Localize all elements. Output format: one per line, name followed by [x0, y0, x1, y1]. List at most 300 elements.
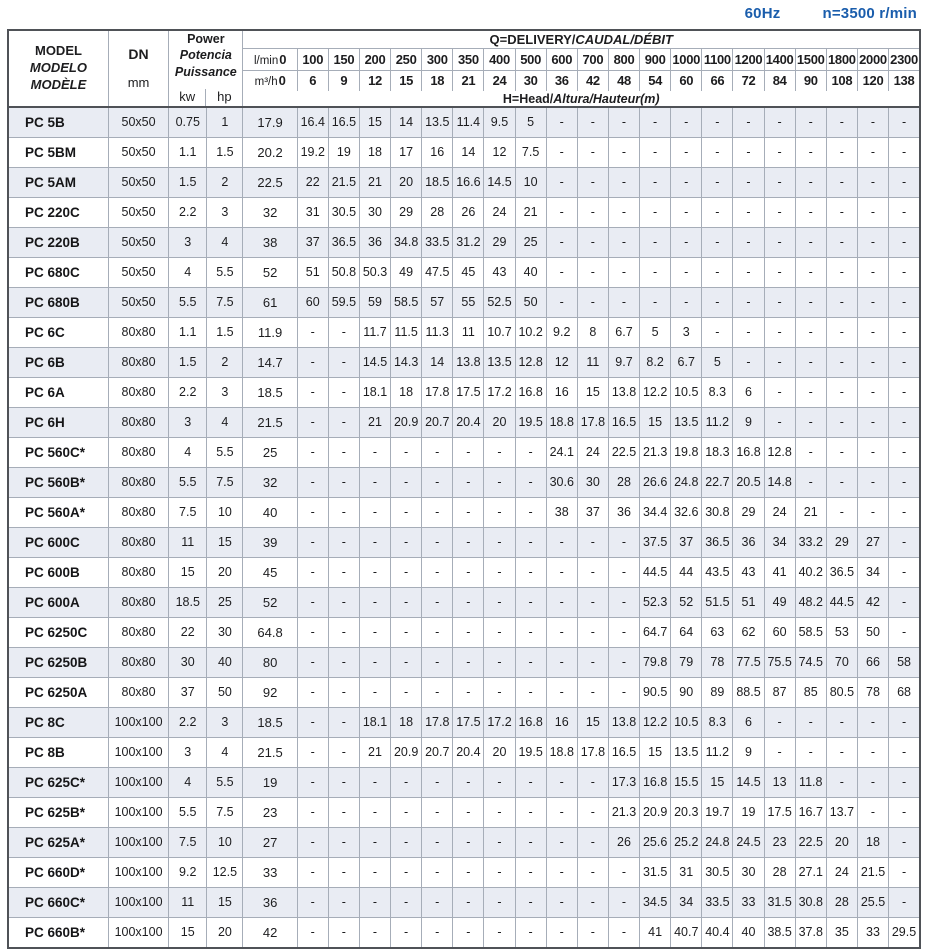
- flow-lmin-value: 500: [515, 49, 546, 71]
- head-value-cell: -: [795, 707, 826, 737]
- head-value-cell: 14.3: [391, 347, 422, 377]
- flow-lmin-value: 700: [577, 49, 608, 71]
- head-value-cell: 87: [764, 677, 795, 707]
- head-value-cell: 15: [577, 707, 608, 737]
- head-title-bold: H=Head/: [502, 91, 554, 106]
- flow-m3h-value: 66: [702, 71, 733, 92]
- head-value-cell: -: [608, 227, 639, 257]
- head-value-cell: -: [733, 287, 764, 317]
- head-value-cell: -: [422, 797, 453, 827]
- head-value-cell: -: [359, 767, 390, 797]
- head-value-cell: 10.7: [484, 317, 515, 347]
- head-value-cell: 20: [484, 737, 515, 767]
- head-value-cell: -: [857, 167, 888, 197]
- head-value-cell: 17: [391, 137, 422, 167]
- head-value-cell: 11.3: [422, 317, 453, 347]
- head-value-cell: 31.5: [764, 887, 795, 917]
- hp-cell: 2: [207, 167, 243, 197]
- head-value-cell: 37.8: [795, 917, 826, 948]
- head-value-cell: -: [889, 317, 920, 347]
- head-value-cell: -: [297, 527, 328, 557]
- dn-cell: 80x80: [108, 437, 168, 467]
- head-value-cell: 18.8: [546, 407, 577, 437]
- head-value-cell: 20.5: [733, 467, 764, 497]
- head-value-cell: -: [640, 107, 671, 138]
- table-row: [8, 257, 920, 287]
- head-value-cell: -: [764, 137, 795, 167]
- head-value-cell: -: [671, 167, 702, 197]
- head-value-cell: 92: [243, 677, 297, 707]
- head-value-cell: 21.5: [243, 407, 297, 437]
- head-value-cell: -: [577, 527, 608, 557]
- head-value-cell: -: [826, 227, 857, 257]
- kw-cell: 0.75: [169, 107, 207, 138]
- head-value-cell: -: [391, 527, 422, 557]
- dn-cell: 50x50: [108, 287, 168, 317]
- head-value-cell: -: [546, 167, 577, 197]
- head-value-cell: -: [826, 767, 857, 797]
- head-value-cell: 36: [359, 227, 390, 257]
- head-value-cell: 13.5: [671, 407, 702, 437]
- head-value-cell: 10: [515, 167, 546, 197]
- head-value-cell: -: [484, 647, 515, 677]
- head-value-cell: 23: [764, 827, 795, 857]
- head-value-cell: -: [297, 917, 328, 948]
- head-value-cell: -: [297, 677, 328, 707]
- head-value-cell: -: [453, 497, 484, 527]
- head-value-cell: -: [826, 407, 857, 437]
- head-value-cell: -: [608, 587, 639, 617]
- head-value-cell: -: [484, 527, 515, 557]
- head-value-cell: 17.3: [608, 767, 639, 797]
- head-value-cell: -: [795, 227, 826, 257]
- head-value-cell: 36.5: [328, 227, 359, 257]
- head-value-cell: -: [795, 287, 826, 317]
- hp-cell: 5.5: [207, 257, 243, 287]
- table-row: [8, 377, 920, 407]
- model-cell: PC 8B: [8, 737, 108, 767]
- head-value-cell: -: [640, 137, 671, 167]
- dn-cell: 100x100: [108, 797, 168, 827]
- head-value-cell: 55: [453, 287, 484, 317]
- head-value-cell: -: [577, 677, 608, 707]
- head-value-cell: 20.2: [243, 137, 297, 167]
- head-value-cell: 16.8: [515, 707, 546, 737]
- head-value-cell: 24: [484, 197, 515, 227]
- head-value-cell: -: [453, 437, 484, 467]
- head-value-cell: -: [391, 617, 422, 647]
- model-cell: PC 220B: [8, 227, 108, 257]
- head-value-cell: -: [826, 347, 857, 377]
- hp-cell: 25: [207, 587, 243, 617]
- kw-cell: 30: [169, 647, 207, 677]
- head-value-cell: -: [577, 857, 608, 887]
- head-value-cell: -: [795, 317, 826, 347]
- head-value-cell: 32: [243, 467, 297, 497]
- head-value-cell: 11.2: [702, 407, 733, 437]
- head-value-cell: 36: [243, 887, 297, 917]
- head-value-cell: 24.5: [733, 827, 764, 857]
- head-value-cell: 24.8: [702, 827, 733, 857]
- dn-cell: 100x100: [108, 857, 168, 887]
- flow-lmin-value: 2000: [857, 49, 888, 71]
- kw-cell: 4: [169, 767, 207, 797]
- head-value-cell: 58: [889, 647, 920, 677]
- head-value-cell: -: [889, 857, 920, 887]
- dn-cell: 80x80: [108, 647, 168, 677]
- head-value-cell: -: [546, 647, 577, 677]
- head-value-cell: -: [484, 857, 515, 887]
- head-value-cell: 30.5: [702, 857, 733, 887]
- head-value-cell: -: [640, 167, 671, 197]
- head-value-cell: -: [297, 737, 328, 767]
- head-value-cell: -: [515, 677, 546, 707]
- head-value-cell: 13.5: [422, 107, 453, 138]
- head-value-cell: -: [640, 227, 671, 257]
- head-value-cell: 90: [671, 677, 702, 707]
- head-value-cell: -: [795, 167, 826, 197]
- head-value-cell: 44: [671, 557, 702, 587]
- head-value-cell: -: [640, 197, 671, 227]
- head-value-cell: 36: [608, 497, 639, 527]
- head-value-cell: -: [608, 287, 639, 317]
- head-value-cell: -: [889, 557, 920, 587]
- head-value-cell: 15: [640, 407, 671, 437]
- head-value-cell: 14: [453, 137, 484, 167]
- head-value-cell: -: [359, 797, 390, 827]
- head-value-cell: -: [702, 317, 733, 347]
- head-value-cell: -: [391, 437, 422, 467]
- head-value-cell: 58.5: [795, 617, 826, 647]
- kw-cell: 4: [169, 257, 207, 287]
- head-value-cell: -: [297, 467, 328, 497]
- head-value-cell: -: [608, 167, 639, 197]
- head-value-cell: -: [546, 227, 577, 257]
- table-row: [8, 407, 920, 437]
- head-value-cell: 21.3: [640, 437, 671, 467]
- head-value-cell: -: [422, 647, 453, 677]
- head-value-cell: 11.5: [391, 317, 422, 347]
- head-value-cell: -: [453, 797, 484, 827]
- head-value-cell: 40: [733, 917, 764, 948]
- head-value-cell: -: [795, 467, 826, 497]
- head-value-cell: -: [702, 167, 733, 197]
- head-value-cell: -: [826, 317, 857, 347]
- flow-m3h-value: 60: [671, 71, 702, 92]
- head-value-cell: 78: [702, 647, 733, 677]
- dn-cell: 80x80: [108, 377, 168, 407]
- table-row: [8, 797, 920, 827]
- head-value-cell: 18: [391, 707, 422, 737]
- head-value-cell: 42: [243, 917, 297, 948]
- head-value-cell: -: [640, 287, 671, 317]
- head-value-cell: -: [702, 227, 733, 257]
- head-value-cell: 6.7: [608, 317, 639, 347]
- head-value-cell: -: [359, 647, 390, 677]
- head-value-cell: -: [515, 467, 546, 497]
- head-value-cell: 49: [391, 257, 422, 287]
- head-value-cell: -: [577, 647, 608, 677]
- model-cell: PC 600B: [8, 557, 108, 587]
- head-value-cell: -: [795, 197, 826, 227]
- head-value-cell: -: [484, 767, 515, 797]
- head-value-cell: 37: [577, 497, 608, 527]
- head-value-cell: -: [857, 407, 888, 437]
- head-value-cell: -: [359, 857, 390, 887]
- kw-cell: 4: [169, 437, 207, 467]
- head-value-cell: 89: [702, 677, 733, 707]
- kw-cell: 5.5: [169, 287, 207, 317]
- head-value-cell: -: [484, 497, 515, 527]
- head-value-cell: -: [764, 377, 795, 407]
- head-value-cell: -: [733, 107, 764, 138]
- head-value-cell: -: [422, 437, 453, 467]
- head-value-cell: 40.7: [671, 917, 702, 948]
- head-value-cell: 16: [546, 707, 577, 737]
- head-value-cell: 63: [702, 617, 733, 647]
- head-value-cell: 59: [359, 287, 390, 317]
- head-value-cell: -: [608, 107, 639, 138]
- power-label-fr: Puissance: [174, 64, 237, 79]
- head-value-cell: -: [826, 467, 857, 497]
- head-value-cell: 40: [515, 257, 546, 287]
- head-value-cell: -: [795, 437, 826, 467]
- head-value-cell: -: [577, 887, 608, 917]
- table-row: [8, 587, 920, 617]
- head-value-cell: -: [453, 677, 484, 707]
- head-value-cell: -: [608, 677, 639, 707]
- head-value-cell: 60: [764, 617, 795, 647]
- flow-lmin-value: 300: [422, 49, 453, 71]
- model-cell: PC 6250B: [8, 647, 108, 677]
- head-value-cell: 30.6: [546, 467, 577, 497]
- head-value-cell: -: [889, 137, 920, 167]
- head-value-cell: -: [515, 917, 546, 948]
- flow-m3h-value: 15: [391, 71, 422, 92]
- head-value-cell: 9: [733, 407, 764, 437]
- head-value-cell: -: [546, 887, 577, 917]
- head-value-cell: 19.8: [671, 437, 702, 467]
- head-value-cell: -: [857, 347, 888, 377]
- flow-lmin-value: 1800: [826, 49, 857, 71]
- head-value-cell: 11.4: [453, 107, 484, 138]
- head-value-cell: 20.7: [422, 407, 453, 437]
- dn-cell: 80x80: [108, 527, 168, 557]
- head-value-cell: 52.5: [484, 287, 515, 317]
- head-value-cell: 9.5: [484, 107, 515, 138]
- head-value-cell: -: [359, 617, 390, 647]
- flow-lmin-unit-label: l/min: [253, 54, 279, 67]
- head-value-cell: 5: [515, 107, 546, 138]
- head-value-cell: -: [546, 677, 577, 707]
- table-row: [8, 497, 920, 527]
- kw-cell: 1.5: [169, 167, 207, 197]
- head-value-cell: 80: [243, 647, 297, 677]
- head-value-cell: 30: [359, 197, 390, 227]
- flow-m3h-value: 21: [453, 71, 484, 92]
- head-value-cell: 19.5: [515, 407, 546, 437]
- head-value-cell: -: [484, 467, 515, 497]
- head-value-cell: -: [391, 467, 422, 497]
- power-label-es: Potencia: [179, 48, 232, 63]
- head-value-cell: -: [453, 857, 484, 887]
- flow-m3h-value: 42: [577, 71, 608, 92]
- head-value-cell: 14: [422, 347, 453, 377]
- table-row: [8, 437, 920, 467]
- frequency-label: 60Hz: [744, 5, 781, 22]
- head-value-cell: 20: [826, 827, 857, 857]
- head-value-cell: 8.3: [702, 377, 733, 407]
- table-row: [8, 317, 920, 347]
- dn-cell: 100x100: [108, 887, 168, 917]
- head-value-cell: -: [391, 827, 422, 857]
- head-value-cell: 19.5: [515, 737, 546, 767]
- head-value-cell: 25.2: [671, 827, 702, 857]
- head-value-cell: 51: [733, 587, 764, 617]
- head-value-cell: 52: [243, 257, 297, 287]
- table-row: [8, 467, 920, 497]
- head-value-cell: 8.2: [640, 347, 671, 377]
- dn-cell: 80x80: [108, 677, 168, 707]
- head-value-cell: -: [453, 467, 484, 497]
- head-value-cell: 16.8: [640, 767, 671, 797]
- head-value-cell: 36.5: [702, 527, 733, 557]
- head-value-cell: 40.4: [702, 917, 733, 948]
- head-value-cell: -: [826, 137, 857, 167]
- head-value-cell: -: [608, 647, 639, 677]
- head-value-cell: -: [328, 317, 359, 347]
- head-value-cell: -: [391, 917, 422, 948]
- dn-cell: 80x80: [108, 497, 168, 527]
- head-value-cell: -: [328, 407, 359, 437]
- dn-cell: 80x80: [108, 467, 168, 497]
- head-value-cell: 12.8: [515, 347, 546, 377]
- flow-m3h-value: 48: [608, 71, 639, 92]
- kw-cell: 1.1: [169, 137, 207, 167]
- head-value-cell: 19: [733, 797, 764, 827]
- head-value-cell: 21.3: [608, 797, 639, 827]
- head-value-cell: 19: [243, 767, 297, 797]
- head-value-cell: -: [453, 587, 484, 617]
- head-value-cell: -: [546, 527, 577, 557]
- head-value-cell: 26: [453, 197, 484, 227]
- dn-cell: 100x100: [108, 707, 168, 737]
- hp-cell: 30: [207, 617, 243, 647]
- head-value-cell: -: [795, 737, 826, 767]
- head-value-cell: -: [889, 437, 920, 467]
- head-value-cell: -: [577, 917, 608, 948]
- head-value-cell: -: [577, 767, 608, 797]
- model-cell: PC 5BM: [8, 137, 108, 167]
- head-value-cell: 19.2: [297, 137, 328, 167]
- hp-cell: 7.5: [207, 797, 243, 827]
- head-value-cell: 11: [577, 347, 608, 377]
- head-value-cell: 20.7: [422, 737, 453, 767]
- head-value-cell: -: [733, 257, 764, 287]
- head-value-cell: 77.5: [733, 647, 764, 677]
- head-value-cell: 18: [359, 137, 390, 167]
- flow-m3h-value: 90: [795, 71, 826, 92]
- head-value-cell: -: [608, 557, 639, 587]
- head-value-cell: 36: [733, 527, 764, 557]
- head-value-cell: 25.6: [640, 827, 671, 857]
- flow-m3h-value: 12: [359, 71, 390, 92]
- head-value-cell: -: [359, 827, 390, 857]
- head-value-cell: 10.5: [671, 377, 702, 407]
- head-value-cell: 18.5: [243, 707, 297, 737]
- head-value-cell: -: [515, 857, 546, 887]
- head-value-cell: 15: [640, 737, 671, 767]
- head-value-cell: -: [889, 887, 920, 917]
- head-value-cell: 43: [484, 257, 515, 287]
- head-value-cell: 16.5: [608, 407, 639, 437]
- table-row: [8, 767, 920, 797]
- model-cell: PC 560C*: [8, 437, 108, 467]
- head-value-cell: -: [359, 887, 390, 917]
- head-value-cell: -: [702, 107, 733, 138]
- head-value-cell: 17.9: [243, 107, 297, 138]
- hp-cell: 50: [207, 677, 243, 707]
- hp-cell: 7.5: [207, 287, 243, 317]
- delivery-title-header: [243, 30, 920, 49]
- head-value-cell: 18.1: [359, 377, 390, 407]
- head-value-cell: 6: [733, 707, 764, 737]
- head-value-cell: 34.4: [640, 497, 671, 527]
- head-value-cell: 15: [577, 377, 608, 407]
- model-cell: PC 625A*: [8, 827, 108, 857]
- head-value-cell: 14.5: [484, 167, 515, 197]
- head-value-cell: -: [764, 707, 795, 737]
- flow-lmin-value: 150: [328, 49, 359, 71]
- head-value-cell: -: [515, 527, 546, 557]
- head-value-cell: 19: [328, 137, 359, 167]
- head-value-cell: -: [608, 257, 639, 287]
- table-row: [8, 857, 920, 887]
- hp-cell: 40: [207, 647, 243, 677]
- head-value-cell: 36.5: [826, 557, 857, 587]
- flow-lmin-value: 800: [608, 49, 639, 71]
- head-value-cell: -: [889, 167, 920, 197]
- model-cell: PC 680C: [8, 257, 108, 287]
- head-value-cell: -: [546, 557, 577, 587]
- head-value-cell: 22.5: [243, 167, 297, 197]
- kw-cell: 2.2: [169, 377, 207, 407]
- head-value-cell: -: [484, 887, 515, 917]
- head-value-cell: 40.2: [795, 557, 826, 587]
- head-value-cell: -: [297, 347, 328, 377]
- head-value-cell: -: [297, 797, 328, 827]
- head-value-cell: 25: [243, 437, 297, 467]
- head-value-cell: 43.5: [702, 557, 733, 587]
- head-value-cell: 50: [515, 287, 546, 317]
- model-cell: PC 6H: [8, 407, 108, 437]
- head-value-cell: 13.7: [826, 797, 857, 827]
- head-value-cell: 13.8: [608, 377, 639, 407]
- head-value-cell: -: [328, 647, 359, 677]
- head-value-cell: 45: [453, 257, 484, 287]
- head-value-cell: -: [889, 497, 920, 527]
- head-value-cell: 13.5: [484, 347, 515, 377]
- head-value-cell: 52: [243, 587, 297, 617]
- head-value-cell: -: [857, 287, 888, 317]
- head-value-cell: -: [328, 797, 359, 827]
- flow-lmin-value: 1200: [733, 49, 764, 71]
- head-value-cell: -: [577, 557, 608, 587]
- head-value-cell: 21: [359, 407, 390, 437]
- kw-cell: 11: [169, 527, 207, 557]
- model-label-en: MODEL: [34, 42, 82, 58]
- dn-cell: 80x80: [108, 557, 168, 587]
